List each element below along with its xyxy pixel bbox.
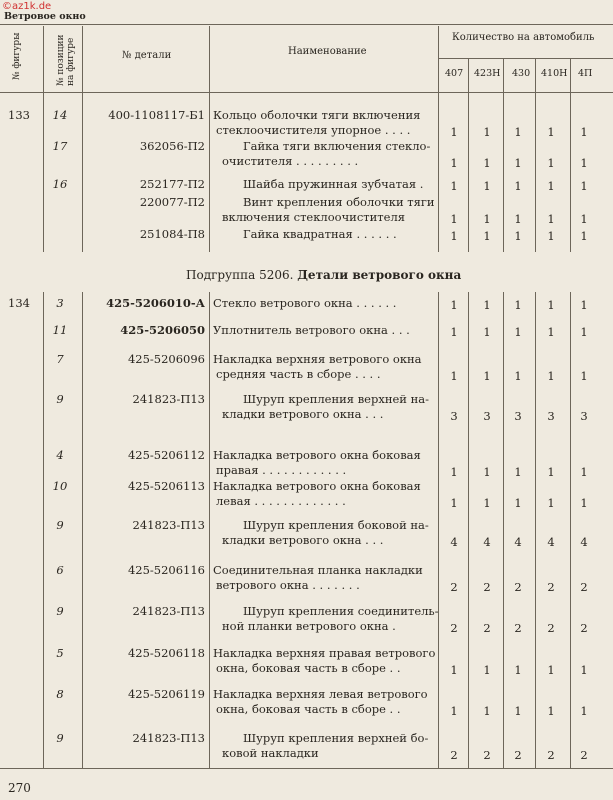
part-number: 252177-П2 [139, 177, 205, 191]
quantity-407: 1 [450, 298, 458, 312]
part-number: 425-5206010-А [106, 296, 205, 310]
quantity-430: 1 [514, 496, 522, 510]
header-bottom-rule [0, 92, 613, 93]
part-number: 362056-П2 [139, 139, 205, 153]
part-number: 425-5206096 [127, 352, 205, 366]
part-number: 400-1108117-Б1 [108, 108, 205, 122]
quantity-4П: 2 [580, 621, 588, 635]
quantity-430: 1 [514, 156, 522, 170]
item-name-line: Шайба пружинная зубчатая . [243, 177, 424, 191]
col-divider-4 [438, 26, 439, 768]
col-divider-2 [82, 26, 83, 768]
part-number: 425-5206116 [127, 563, 205, 577]
item-name-line: Винт крепления оболочки тяги [243, 195, 435, 209]
quantity-430: 1 [514, 125, 522, 139]
item-name-line: включения стеклоочистителя [222, 210, 406, 224]
item-name-line: правая . . . . . . . . . . . . [216, 463, 347, 477]
item-name-line: Накладка ветрового окна боковая [213, 448, 421, 462]
quantity-423Н: 2 [483, 580, 491, 594]
quantity-410Н: 1 [547, 325, 555, 339]
running-head: Ветровое окно [4, 11, 86, 22]
quantity-430: 2 [514, 621, 522, 635]
quantity-407: 1 [450, 125, 458, 139]
quantity-423Н: 1 [483, 704, 491, 718]
quantity-423Н: 1 [483, 298, 491, 312]
quantity-4П: 4 [580, 535, 588, 549]
quantity-430: 1 [514, 179, 522, 193]
part-number: 425-5206118 [127, 646, 205, 660]
item-name-line: Уплотнитель ветрового окна . . . [213, 323, 410, 337]
item-name-line: Шуруп крепления верхней бо- [243, 731, 429, 745]
fig-number: 133 [8, 108, 30, 122]
pos-number: 7 [56, 352, 64, 366]
quantity-407: 2 [450, 621, 458, 635]
part-number: 425-5206050 [120, 323, 205, 337]
quantity-4П: 3 [580, 409, 588, 423]
pos-number: 10 [52, 479, 68, 493]
quantity-410Н: 1 [547, 156, 555, 170]
quantity-430: 1 [514, 369, 522, 383]
col-divider-7 [535, 58, 536, 768]
quantity-407: 1 [450, 179, 458, 193]
quantity-430: 1 [514, 325, 522, 339]
header-model-423n: 423Н [474, 68, 501, 79]
quantity-4П: 1 [580, 465, 588, 479]
item-name-line: Накладка верхняя правая ветрового [213, 646, 436, 660]
fig-number: 134 [8, 296, 30, 310]
header-model-430: 430 [512, 68, 531, 79]
quantity-4П: 1 [580, 229, 588, 243]
item-name-line: ной планки ветрового окна . [222, 619, 396, 633]
quantity-410Н: 1 [547, 229, 555, 243]
item-name-line: окна, боковая часть в сборе . . [216, 702, 401, 716]
quantity-430: 3 [514, 409, 522, 423]
quantity-423Н: 1 [483, 229, 491, 243]
item-name-line: Шуруп крепления верхней на- [243, 392, 430, 406]
quantity-4П: 1 [580, 298, 588, 312]
quantity-407: 4 [450, 535, 458, 549]
quantity-423Н: 1 [483, 465, 491, 479]
pos-number: 9 [56, 604, 64, 618]
quantity-423Н: 2 [483, 748, 491, 762]
quantity-423Н: 1 [483, 496, 491, 510]
pos-number: 9 [56, 731, 64, 745]
quantity-4П: 1 [580, 704, 588, 718]
part-number: 220077-П2 [139, 195, 205, 209]
col-divider-5 [468, 58, 469, 768]
quantity-4П: 2 [580, 748, 588, 762]
header-part-no: № детали [122, 50, 172, 61]
quantity-410Н: 4 [547, 535, 555, 549]
header-model-4p: 4П [578, 68, 593, 79]
watermark: ©az1k.de [2, 1, 52, 12]
quantity-4П: 1 [580, 369, 588, 383]
subgroup-title: Детали ветрового окна [297, 268, 462, 282]
quantity-410Н: 3 [547, 409, 555, 423]
quantity-4П: 1 [580, 179, 588, 193]
quantity-430: 1 [514, 465, 522, 479]
quantity-430: 1 [514, 298, 522, 312]
item-name-line: кладки ветрового окна . . . [222, 407, 384, 421]
subgroup-label: Подгруппа 5206. [186, 268, 294, 282]
quantity-407: 1 [450, 212, 458, 226]
quantity-423Н: 1 [483, 325, 491, 339]
quantity-423Н: 1 [483, 369, 491, 383]
item-name-line: Накладка верхняя ветрового окна [213, 352, 422, 366]
quantity-407: 1 [450, 663, 458, 677]
quantity-407: 1 [450, 704, 458, 718]
quantity-407: 1 [450, 496, 458, 510]
item-name-line: левая . . . . . . . . . . . . . [216, 494, 346, 508]
col-divider-6 [503, 58, 504, 768]
quantity-410Н: 1 [547, 704, 555, 718]
quantity-410Н: 2 [547, 621, 555, 635]
quantity-410Н: 1 [547, 298, 555, 312]
quantity-4П: 1 [580, 663, 588, 677]
part-number: 241823-П13 [132, 731, 205, 745]
quantity-410Н: 2 [547, 580, 555, 594]
col-divider-3 [209, 26, 210, 768]
part-number: 425-5206112 [127, 448, 205, 462]
item-name-line: кладки ветрового окна . . . [222, 533, 384, 547]
header-name: Наименование [288, 46, 367, 57]
item-name-line: Накладка ветрового окна боковая [213, 479, 421, 493]
quantity-4П: 1 [580, 125, 588, 139]
item-name-line: окна, боковая часть в сборе . . [216, 661, 401, 675]
pos-number: 6 [56, 563, 64, 577]
quantity-410Н: 1 [547, 179, 555, 193]
quantity-410Н: 1 [547, 369, 555, 383]
header-qty: Количество на автомобиль [452, 32, 595, 43]
header-model-410n: 410Н [541, 68, 568, 79]
quantity-407: 2 [450, 580, 458, 594]
quantity-423Н: 1 [483, 125, 491, 139]
part-number: 425-5206113 [127, 479, 205, 493]
quantity-423Н: 2 [483, 621, 491, 635]
quantity-423Н: 3 [483, 409, 491, 423]
quantity-423Н: 1 [483, 156, 491, 170]
pos-number: 4 [56, 448, 64, 462]
quantity-407: 2 [450, 748, 458, 762]
item-name-line: Накладка верхняя левая ветрового [213, 687, 428, 701]
quantity-407: 1 [450, 325, 458, 339]
item-name-line: Шуруп крепления соединитель- [243, 604, 439, 618]
quantity-407: 1 [450, 229, 458, 243]
part-number: 241823-П13 [132, 518, 205, 532]
item-name-line: Соединительная планка накладки [213, 563, 423, 577]
pos-number: 3 [56, 296, 64, 310]
quantity-4П: 1 [580, 212, 588, 226]
item-name-line: Гайка квадратная . . . . . . [243, 227, 397, 241]
item-name-line: Кольцо оболочки тяги включения [213, 108, 421, 122]
quantity-423Н: 1 [483, 663, 491, 677]
part-number: 251084-П8 [139, 227, 205, 241]
pos-number: 5 [56, 646, 64, 660]
item-name-line: Гайка тяги включения стекло- [243, 139, 431, 153]
quantity-407: 1 [450, 156, 458, 170]
quantity-423Н: 1 [483, 212, 491, 226]
pos-number: 9 [56, 392, 64, 406]
quantity-430: 2 [514, 748, 522, 762]
pos-number: 16 [52, 177, 68, 191]
qty-header-rule [438, 58, 613, 59]
item-name-line: ветрового окна . . . . . . . [216, 578, 360, 592]
quantity-423Н: 4 [483, 535, 491, 549]
item-name-line: очистителя . . . . . . . . . [222, 154, 359, 168]
pos-number: 8 [56, 687, 64, 701]
pos-number: 9 [56, 518, 64, 532]
subgroup-heading [186, 268, 461, 282]
pos-number: 11 [52, 323, 68, 337]
pos-number: 17 [52, 139, 68, 153]
table-top-rule [0, 24, 613, 25]
item-name-line: ковой накладки [222, 746, 319, 760]
item-name-line: Шуруп крепления боковой на- [243, 518, 429, 532]
quantity-407: 3 [450, 409, 458, 423]
quantity-430: 1 [514, 663, 522, 677]
quantity-4П: 1 [580, 325, 588, 339]
part-number: 425-5206119 [127, 687, 205, 701]
quantity-410Н: 1 [547, 496, 555, 510]
quantity-4П: 1 [580, 156, 588, 170]
quantity-430: 1 [514, 212, 522, 226]
quantity-410Н: 1 [547, 663, 555, 677]
part-number: 241823-П13 [132, 604, 205, 618]
quantity-410Н: 1 [547, 212, 555, 226]
quantity-430: 1 [514, 229, 522, 243]
header-fig-no: № фигуры [12, 32, 22, 80]
header-model-407: 407 [445, 68, 464, 79]
quantity-430: 2 [514, 580, 522, 594]
part-number: 241823-П13 [132, 392, 205, 406]
quantity-410Н: 2 [547, 748, 555, 762]
quantity-430: 1 [514, 704, 522, 718]
pos-number: 14 [52, 108, 68, 122]
quantity-4П: 2 [580, 580, 588, 594]
quantity-430: 4 [514, 535, 522, 549]
header-pos-no: № позиции на фигуре [56, 34, 76, 86]
col-divider-1 [43, 26, 44, 768]
quantity-410Н: 1 [547, 465, 555, 479]
quantity-407: 1 [450, 465, 458, 479]
quantity-410Н: 1 [547, 125, 555, 139]
quantity-407: 1 [450, 369, 458, 383]
page-number: 270 [8, 781, 31, 795]
quantity-4П: 1 [580, 496, 588, 510]
item-name-line: стеклоочистителя упорное . . . . [216, 123, 411, 137]
item-name-line: средняя часть в сборе . . . . [216, 367, 381, 381]
quantity-423Н: 1 [483, 179, 491, 193]
table-bottom-rule [0, 768, 613, 769]
item-name-line: Стекло ветрового окна . . . . . . [213, 296, 397, 310]
